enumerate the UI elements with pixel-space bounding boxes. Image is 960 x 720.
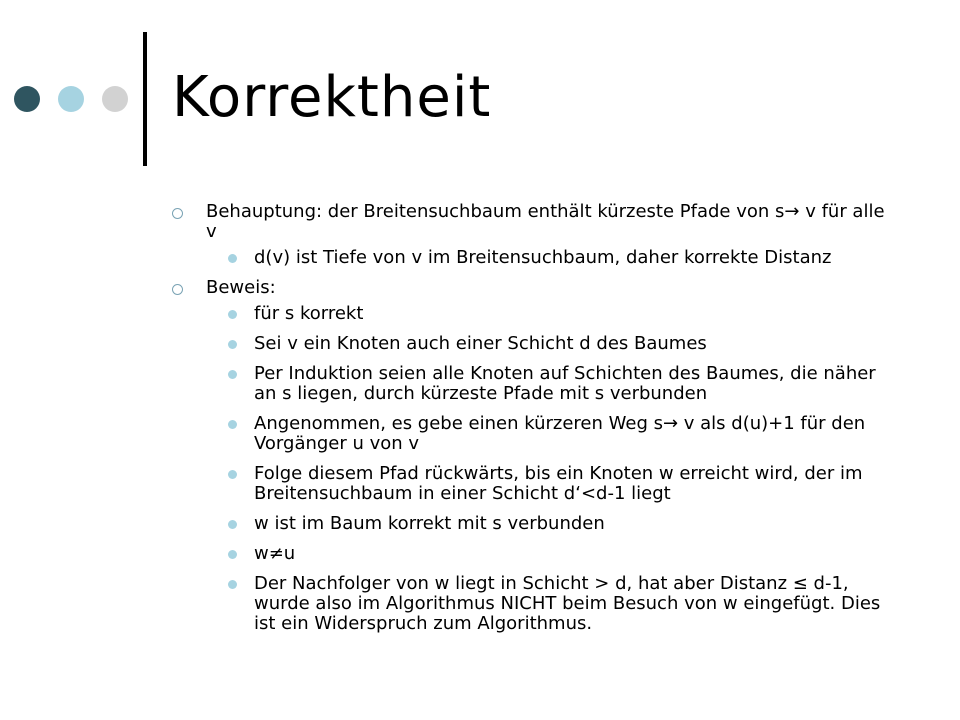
sub-bullet-item bbox=[206, 464, 890, 504]
sub-bullet-item bbox=[206, 574, 890, 634]
bullet-text: Beweis: bbox=[206, 277, 276, 298]
bullet-dot-icon bbox=[228, 520, 237, 529]
bullet-dot-icon bbox=[228, 470, 237, 479]
sub-bullet-text: für s korrekt bbox=[254, 303, 364, 324]
bullet-dot-icon bbox=[228, 550, 237, 559]
slide-title: Korrektheit bbox=[172, 65, 492, 130]
bullet-item bbox=[170, 202, 890, 268]
sub-bullet-text: d(v) ist Tiefe von v im Breitensuchbaum, daher korrekte Distanz bbox=[254, 247, 832, 268]
sub-bullet-item bbox=[206, 544, 890, 564]
sub-bullet-text: Der Nachfolger von w liegt in Schicht > d, hat aber Distanz ≤ d-1, wurde also im Algorithmus NICHT beim Besuch von w eingefügt. Dies ist ein Widerspruch zum Algorithmus. bbox=[254, 573, 881, 634]
bullet-dot-icon bbox=[228, 310, 237, 319]
sub-bullet-text: Per Induktion seien alle Knoten auf Schichten des Baumes, die näher an s liegen, durch kürzeste Pfade mit s verbunden bbox=[254, 363, 876, 404]
sub-bullet-text: w ist im Baum korrekt mit s verbunden bbox=[254, 513, 605, 534]
sub-bullet-item bbox=[206, 304, 890, 324]
dot-1-icon bbox=[14, 86, 40, 112]
bullet-dot-icon bbox=[228, 580, 237, 589]
bullet-dot-icon bbox=[228, 340, 237, 349]
dot-3-icon bbox=[102, 86, 128, 112]
sub-bullet-item bbox=[206, 334, 890, 354]
sub-bullet-text: Sei v ein Knoten auch einer Schicht d des Baumes bbox=[254, 333, 707, 354]
sub-bullet-text: Folge diesem Pfad rückwärts, bis ein Knoten w erreicht wird, der im Breitensuchbaum in einer Schicht d‘<d-1 liegt bbox=[254, 463, 863, 504]
bullet-dot-icon bbox=[228, 370, 237, 379]
bullet-list bbox=[170, 202, 890, 634]
bullet-item bbox=[170, 278, 890, 634]
bullet-text: Behauptung: der Breitensuchbaum enthält kürzeste Pfade von s→ v für alle v bbox=[206, 201, 885, 242]
title-divider bbox=[143, 32, 147, 166]
bullet-ring-icon bbox=[172, 284, 183, 295]
sub-bullet-text: w≠u bbox=[254, 543, 296, 564]
sub-bullet-item bbox=[206, 248, 890, 268]
sub-bullet-item bbox=[206, 514, 890, 534]
slide-content bbox=[170, 202, 890, 644]
sub-bullet-item bbox=[206, 364, 890, 404]
dot-2-icon bbox=[58, 86, 84, 112]
decorative-dots bbox=[14, 86, 128, 112]
bullet-dot-icon bbox=[228, 420, 237, 429]
bullet-ring-icon bbox=[172, 208, 183, 219]
sub-bullet-item bbox=[206, 414, 890, 454]
bullet-dot-icon bbox=[228, 254, 237, 263]
sub-bullet-text: Angenommen, es gebe einen kürzeren Weg s→ v als d(u)+1 für den Vorgänger u von v bbox=[254, 413, 866, 454]
sub-bullet-list bbox=[206, 248, 890, 268]
sub-bullet-list bbox=[206, 304, 890, 634]
